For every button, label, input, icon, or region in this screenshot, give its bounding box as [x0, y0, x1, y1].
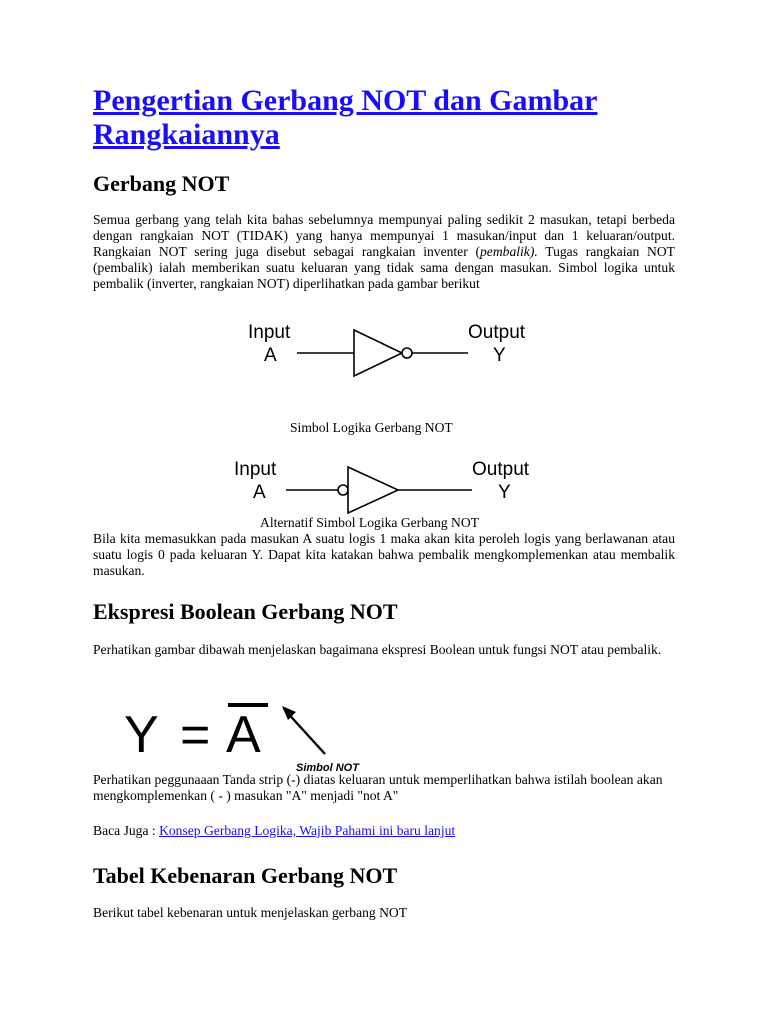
- boolean-formula-diagram: [118, 692, 359, 774]
- diagram2-output-var: Y: [498, 482, 511, 503]
- caption-simbol-logika: Simbol Logika Gerbang NOT: [290, 420, 453, 435]
- diagram1-output-var: Y: [493, 345, 506, 366]
- paragraph-intro-text-2: Tugas rangkaian NOT (pembalik) ialah memberikan suatu keluaran yang tidak sama dengan masukan. Simbol logika untuk pembalik (inverter, rangkaian NOT) diperlihatkan pada gambar berikut: [93, 244, 675, 291]
- diagram2-bubble: [338, 485, 348, 495]
- paragraph-ekspresi: Perhatikan gambar dibawah menjelaskan bagaimana ekspresi Boolean untuk fungsi NOT atau pembalik.: [93, 642, 662, 657]
- formula-var: A: [226, 706, 261, 764]
- diagram2-input-label: Input: [234, 459, 277, 480]
- diagram1-triangle: [354, 330, 402, 376]
- heading-gerbang-not: Gerbang NOT: [93, 171, 230, 196]
- diagram1-input-var: A: [264, 345, 277, 366]
- baca-juga-prefix: Baca Juga :: [93, 823, 160, 838]
- paragraph-intro: [93, 212, 675, 292]
- paragraph-intro-text-1: Semua gerbang yang telah kita bahas sebelumnya mempunyai paling sedikit 2 masukan, tetapi berbeda dengan rangkaian NOT (TIDAK) yang hanya mempunyai 1 masukan/input dan 1 keluaran/output. Rangkaian NOT sering juga disebut sebagai rangkaian inventer (: [93, 212, 675, 259]
- heading-tabel-kebenaran: Tabel Kebenaran Gerbang NOT: [93, 863, 398, 888]
- formula-equals: =: [180, 706, 211, 764]
- caption-alternatif-simbol: Alternatif Simbol Logika Gerbang NOT: [260, 515, 479, 530]
- paragraph-komplemen: Bila kita memasukkan pada masukan A suatu logis 1 maka akan kita peroleh logis yang berlawanan atau suatu logis 0 pada keluaran Y. Dapat kita katakan bahwa pembalik mengkomplemenkan atau membalik masukan.: [93, 531, 675, 578]
- alternative-not-gate-diagram: [226, 455, 546, 517]
- not-gate-symbol-diagram: [240, 318, 540, 380]
- heading-ekspresi-boolean: Ekspresi Boolean Gerbang NOT: [93, 599, 398, 624]
- paragraph-intro-italic: pembalik).: [480, 244, 538, 259]
- baca-juga-link[interactable]: Konsep Gerbang Logika, Wajib Pahami ini baru lanjut: [159, 823, 456, 838]
- paragraph-tanda-strip: Perhatikan peggunaaan Tanda strip (-) diatas keluaran untuk memperlihatkan bahwa istilah boolean akan mengkomplemenkan ( - ) masukan "A" menjadi "not A": [93, 772, 663, 803]
- diagram1-input-label: Input: [248, 322, 291, 343]
- baca-juga: [93, 823, 675, 839]
- formula-lhs: Y: [124, 706, 159, 764]
- diagram1-output-label: Output: [468, 322, 526, 343]
- paragraph-tabel: Berikut tabel kebenaran untuk menjelaskan gerbang NOT: [93, 905, 408, 920]
- arrowhead-icon: [282, 706, 296, 720]
- diagram2-triangle: [348, 467, 398, 513]
- diagram1-bubble: [402, 348, 412, 358]
- title-link[interactable]: Pengertian Gerbang NOT dan Gambar Rangkaiannya: [93, 84, 598, 151]
- diagram2-output-label: Output: [472, 459, 530, 480]
- diagram2-input-var: A: [253, 482, 266, 503]
- page-title: [93, 84, 673, 152]
- formula-note: Simbol NOT: [296, 762, 359, 774]
